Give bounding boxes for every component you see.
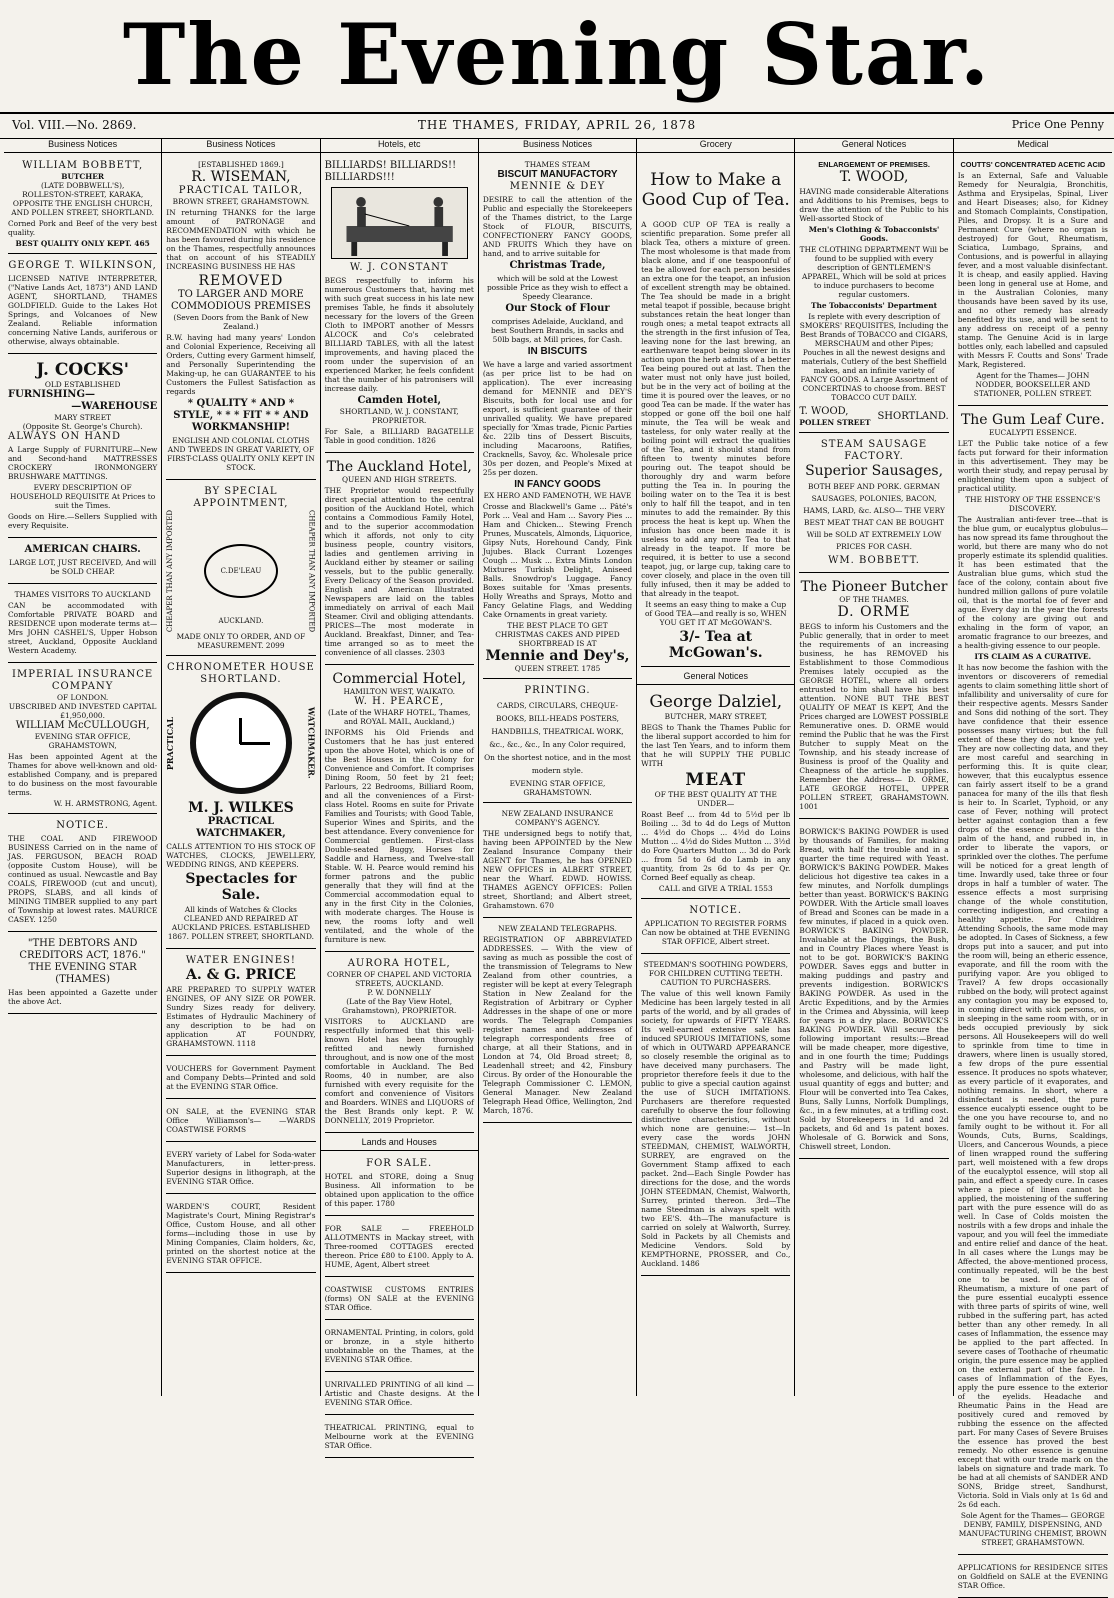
columns (4, 138, 1112, 1590)
column-3 (321, 138, 479, 1450)
ad-text: The Tobacconists' Department (811, 301, 938, 310)
ad-text: THE BEST PLACE TO GET CHRISTMAS CAKES AND PIPED SHORTBREAD IS AT (495, 621, 620, 648)
ad-text: The Australian anti-fever tree—that is the blue gum, or eucalyptus globulus—has now spread its fame throughout the world, but there are many who do not properly estimate its splendid qualities. It has been estimated that the Australian blue gums, which stud the face of the colony, contain about five hundred million gallons of pure volatile oil, that is the mortal foe of fever and ague. Every day in the year the forests of the colony are giving out and exhaling in the form of vapor, an aromatic fragrance to our breezes, and a health-giving essence to our people. (957, 515, 1108, 650)
ad-text: Corned Pork and Beef of the very best quality. (8, 219, 158, 237)
ad-text: —WAREHOUSE (71, 401, 158, 412)
ad-text: BUTCHER, MARY STREET, (664, 712, 767, 721)
masthead-title: The Evening Star. (122, 5, 992, 104)
ad-auckland-hotel (325, 456, 474, 665)
ad-text: QUEEN AND HIGH STREETS. (341, 475, 457, 484)
ad-freehold (325, 1219, 474, 1277)
ad-title: Camden Hotel, (357, 395, 441, 406)
ad-text: Is an External, Safe and Valuable Remedy for Neuralgia, Bronchitis, Asthma and Erysipelas, Spinal, Liver and Heart Diseases; also, for Kidney and Stomach Complaints, Constipation, Piles, and Dropsy. It is a Sure and Permanent Cure (where no organ is destroyed) for Gout, Rheumatism, Sciatica, Lumbago, Sprains, and Contusions, and is powerful in allaying fever, and a most valuable disinfectant. It is cheap, and easily applied. Having been long in general use at Home, and in the Australian Colonies, many thousands have been saved by its use, and no other remedy has already benefited by its use, and will be sent to any address on receipt of a penny stamp. The Genuine Acid is in large bottles only, each labelled and capsuled with Messrs F. Coutts and Sons' Trade Mark, Registered. (957, 171, 1108, 369)
ad-text: EUCALYPTI ESSENCE. (988, 428, 1077, 437)
wood-sign-left (799, 406, 870, 427)
ad-title: The Auckland Hotel, (326, 459, 472, 475)
ad-text: VISITORS to AUCKLAND are respectfully informed that this well-known Hotel has been thoroughly refitted and newly furnished throughout, and is now one of the most comfortable in Auckland. The Bed Rooms, 40 in number, are also furnished with every requisite for the comfort and convenience of Visitors and Boarders. WINES and LIQUORS of the Best Brands only kept. P. W. DONNELLY, 2019 Proprietor. (324, 1017, 474, 1125)
maker-seal-icon (204, 544, 278, 626)
ad-text: THE HISTORY OF THE ESSENCE'S DISCOVERY. (965, 495, 1101, 513)
ad-nz-insurance (483, 806, 632, 918)
ad-text: ARE PREPARED TO SUPPLY WATER ENGINES, OF ANY SIZE OR POWER. Sundry Sizes ready for delivery. Estimates of Hydraulic Machinery of any description to be had on application AT FOUNDRY, GRAHAMSTOWN. 1118 (166, 985, 316, 1049)
ad-text: Agent for the Thames— JOHN NODDER, BOOKSELLER AND STATIONER, POLLEN STREET. (973, 371, 1092, 398)
ad-bobbett (8, 157, 157, 254)
ad-text: IN FANCY GOODS (514, 479, 601, 490)
ad-text: CAN be accommodated with Comfortable PRIVATE BOARD and RESIDENCE upon moderate terms at— Mrs JOHN CASHEL'S, Upper Hobson street, Auckland, Opposite Auckland Western Academy. (8, 601, 158, 655)
ad-title: NEW ZEALAND TELEGRAPHS. (498, 924, 617, 933)
ad-text: APPLICATIONS for RESIDENCE SITES on Goldfield on SALE at the EVENING STAR Office. (957, 1563, 1108, 1590)
ad-text: SHORTLAND, W. J. CONSTANT, PROPRIETOR. (339, 407, 459, 425)
ad-text: PRACTICAL (165, 716, 176, 770)
ad-text: W. H. ARMSTRONG, Agent. (53, 799, 158, 808)
ad-text: THE COAL AND FIREWOOD BUSINESS Carried on in the name of JAS. FERGUSON, BEACH ROAD (opposite Custom House), will be continued as usual. Newcastle and Bay COALS, FIREWOOD (cut and uncut), PROPS, SLABS, and all kinds of MINING TIMBER supplied to any part of Township at lowest rates. MAURICE CASEY. 1250 (8, 834, 158, 924)
ad-text: BEST QUALITY ONLY KEPT. 465 (15, 239, 150, 248)
ad-text: INFORMS his Old Friends and Customers that he has just entered upon the above Hotel, which is one of the Best Houses in the Colony for Convenience and Comfort. It comprises Dining Room, 50 feet by 21 feet; Parlours, 22 Bedrooms, Billiard Room, and all the conveniences of a First-class Hotel. Rooms en suite for Private Families and Tourists; with Good Table, Superior Wines and Spirits, and the best attendance. Every convenience for Commercial gentlemen. First-class Double-seated Buggy, Horses for Saddle and Harness, and Twelve-stall Stable. W. H. Pearce would remind his former patrons and the public generally that they will find at the Commercial accommodation equal to any in the first City in the Colonies, with moderate charges. The House is new, the rooms lofty and well ventilated, and the whole of the furniture is new. (324, 728, 474, 944)
ad-text: DESIRE to call the attention of the Public and especially the Storekeepers of the Thames district, to the Large Stock of FLOUR, BISCUITS, CONFECTIONERY FANCY GOODS, AND FRUITS Which they have on hand, and to arrive suitable for (482, 195, 633, 258)
ad-title: AURORA HOTEL, (347, 958, 451, 969)
ad-text: (Late of the Bay View Hotel, Grahamstown), PROPRIETOR. (342, 997, 457, 1015)
column-heading: Business Notices (162, 138, 319, 153)
ad-text: IN returning THANKS for the large amount of PATRONAGE and RECOMMENDATION with which he has been favoured during his residence on the Thames, respectfully announces that on account of his STEADILY INCREASING BUSINESS HE HAS (166, 208, 316, 271)
ad-text: For Sale, a BILLIARD BAGATELLE Table in good condition. 1826 (324, 427, 474, 445)
column-heading: Business Notices (479, 138, 636, 153)
ad-title: Commercial Hotel, (332, 671, 467, 687)
clock-icon (190, 692, 292, 794)
ad-title: J. COCKS' (36, 360, 129, 380)
column-1 (4, 138, 162, 1396)
ad-coutts (958, 157, 1108, 406)
ad-text: ITS CLAIM AS A CURATIVE. (974, 652, 1092, 661)
ad-subtitle: PRACTICAL TAILOR, (178, 185, 304, 196)
ad-text: HAVING made considerable Alterations and Additions to his Premises, begs to draw the attention of the Public to his Well-assorted Stock of (799, 187, 949, 223)
volume-number: Vol. VIII.—No. 2869. (12, 118, 137, 132)
ad-borwick (799, 822, 948, 1159)
ad-text: REGISTRATION OF ABBREVIATED ADDRESSES. — With the view of saving as much as possible the cost of the transmission of Telegrams to New Zealand from other countries, a register will be kept at every Telegraph Station in New Zealand for the Registration of Arbitrary or Cypher Addresses in the shape of one or more words. The Telegraph Companies register names and addresses of telegraph correspondents free of charge, at all their Stations, and in London at 74, Old Broad street; 8, Leadenhall street; and 42, Finsbury Circus. By order of the Honourable the Telegraph Commissioner C. LEMON, General Manager. New Zealand Telegraph Head Office, Wellington, 2nd March, 1876. (482, 935, 633, 1115)
seal-text: C.DE'LEAU AUCKLAND. (218, 567, 264, 626)
ad-text: WILLIAM McCULLOUGH, (15, 720, 150, 731)
masthead (0, 0, 1114, 110)
ad-text: CHEAPER THAN ANY IMPORTED (166, 510, 175, 633)
ad-text: Roast Beef ... from 4d to 5½d per lb Boiling ... 3d to 4d do Legs of Mutton ... 4½d do Chops ... 4½d do Loins Mutton ... 4½d do Sides Mutton ... 3½d do Fore Quarters Mutton ... 3d do Pork ... from 5d to 6d do Lamb in any quantity, from 2s 6d to 4s per Qr. Corned Beef equally as cheap. (641, 810, 791, 882)
ad-text: * QUALITY * AND * STYLE, * * * FIT * * AND WORKMANSHIP! (173, 398, 309, 433)
ad-title: WATER ENGINES! (185, 955, 296, 967)
ad-text: OF THE BEST QUALITY AT THE UNDER— (654, 790, 777, 808)
ad-text: CALL and GIVE A TRIAL 1553 (658, 884, 773, 893)
ad-text: BROWN STREET, GRAHAMSTOWN. (172, 197, 310, 206)
ad-title: FOR SALE. (366, 1158, 433, 1169)
ad-text: CORNER OF CHAPEL AND VICTORIA STREETS, AUCKLAND. (326, 970, 472, 988)
ad-title: BILLIARDS! BILLIARDS!! BILLIARDS!!! (324, 160, 457, 183)
ad-ornamental (325, 1323, 474, 1372)
ad-text: BEGS to inform his Customers and the Public generally, that in order to meet the requirements of an increasing business, he has REMOVED his Establishment to those Commodious Premises lately occupied as the GEORGE HOTEL, where all orders entrusted to him shall have his best attention. NONE BUT THE BEST QUALITY OF MEAT IS KEPT, And the Prices charged are LOWEST POSSIBLE Remunerative ones. D. ORME would remind the Public that he was the First Butcher to supply Meat on the Township, and his steady increase of Business is proof of the Quality and Cheapness of the article he supplies. Remember the Address— D. ORME, LATE GEORGE HOTEL, UPPER POLLEN STREET, GRAHAMSTOWN. 1001 (799, 622, 949, 811)
ad-text: Has been appointed a Gazette under the above Act. (8, 988, 158, 1006)
ad-title: R. WISEMAN, (191, 169, 291, 185)
ad-text: We have a large and varied assortment (as per price list to be had on application). The ever increasing demand for MENNIE and DEY'S Biscuits, both for local use and for export, is sufficient guarantee of their unrivalled quality. We have prepared specially for 'Xmas trade, Picnic Parties &c. 22lb tins of Dessert Biscuits, including Macaroons, Ratifies, Cracknells, Savoy, &c. Wholesale price 30s per dozen, and People's Mixed at 25s per dozen. (482, 360, 633, 477)
ad-aurora-hotel (325, 955, 474, 1133)
column-5 (637, 138, 795, 1396)
ad-price (166, 952, 315, 1056)
ad-text: LET the Public take notice of a few facts put forward for their information in this advertisement. They may be worth their study, and repay perusal by enlightening them upon a subject of practical utility. (957, 439, 1108, 493)
ad-text: QUEEN STREET. 1785 (514, 664, 601, 673)
ad-title: T. WOOD, (839, 169, 909, 185)
ad-title: CHRONOMETER HOUSE SHORTLAND. (167, 662, 315, 686)
ad-text: SHORTLAND. (877, 410, 949, 422)
section-heading: General Notices (637, 670, 794, 685)
column-2 (162, 138, 320, 1396)
ad-text: Crosse and Blackwell's Game ... Pâté's Pork ... Veal and Ham ... Savory Pies ... Ham and Chicken... Stewing French Prunes, Muscatels, Almonds, Liquorice, Gipsy Nuts, Horehound Candy, Fink Jujubes. Black Currant Lozenges Cough ... Musk ... Extra Mints London Mixtures Turkish Delight, Aniseed Balls. Snowdrop's Luggage. Fancy Boxes suitable for 'Xmas presents. Holly Wreaths and Sprays, Motto and Fancy Gelatine Flags, and Wedding Cake Ornaments in great variety. (482, 502, 633, 619)
ad-imperial (8, 666, 157, 814)
ad-text: WM. BOBBETT. (828, 555, 920, 566)
ad-text: Our Stock of Flour (505, 303, 610, 314)
column-4 (479, 138, 637, 1396)
ad-chronometer (166, 659, 315, 949)
ad-title: IMPERIAL INSURANCE COMPANY (12, 669, 154, 692)
ad-text: ENGLISH AND COLONIAL CLOTHS AND TWEEDS IN GREAT VARIETY, OF FIRST-CLASS QUALITY ONLY KEPT IN STOCK. (167, 436, 315, 472)
ad-text: Goods on Hire.—Sellers Supplied with every Requisite. (8, 512, 158, 530)
wood-sign (799, 406, 948, 427)
ad-title: COUTTS' CONCENTRATED ACETIC ACID (960, 160, 1106, 169)
ad-text: Is replete with every description of SMOKERS' REQUISITES, Including the Best Brands of TOBACCO and CIGARS, MERSCHAUM and other Pipes; Pouches in all the newest designs and materials, Cutlery of the best Sheffield makes, and an infinite variety of FANCY GOODS. A Large Assortment of CONCERTINAS to choose from. BEST TOBACCO CUT DAILY. (799, 312, 949, 402)
ad-text: BEGS to Thank the Thames Public for the liberal support accorded to him for the last Ten Years, and to inform them that he will SUPPLY THE PUBLIC WITH (641, 723, 791, 768)
ad-theatrical (325, 1418, 474, 1458)
ad-telegraphs (483, 921, 632, 1123)
column-6 (795, 138, 953, 1396)
ad-title: The Gum Leaf Cure. (960, 412, 1105, 428)
ad-text: THE undersigned begs to notify that, having been APPOINTED by the New Zealand Insurance Company their AGENT for Thames, he has OPENED NEW OFFICES in ALBERT STREET, near the Wharf. EDWD. HOWISS. THAMES AGENCY OFFICES: Pollen street, Shortland; and Albert street, Grahamstown. 670 (482, 829, 633, 910)
ad-text: BOTH BEEF AND PORK. GERMAN SAUSAGES, POLONIES, BACON, HAMS, LARD, &c. ALSO— THE VERY BEST MEAT THAT CAN BE BOUGHT Will be SOLD AT EXTREMELY LOW PRICES FOR CASH. (803, 482, 945, 551)
ad-tea (641, 157, 790, 667)
ad-text: A Large Supply of FURNITURE—New and Second-hand MATTRESSES CROCKERY IRONMONGERY BRUSHWARE MATTINGS. (8, 445, 158, 481)
ad-forsale (325, 1155, 474, 1216)
ad-text: All kinds of Watches & Clocks CLEANED AND REPAIRED AT AUCKLAND PRICES. ESTABLISHED 1867. POLLEN STREET, SHORTLAND. (167, 905, 314, 942)
ad-billiards (325, 157, 474, 453)
ad-text: Men's Clothing & Tobacconists' Goods. (808, 225, 940, 243)
ad-title: AMERICAN CHAIRS. (24, 544, 141, 555)
ad-text: ORNAMENTAL Printing, in colors, gold or bronze, in a style hitherto unobtainable on the Thames, at the EVENING STAR Office. (324, 1328, 474, 1364)
ad-steedman (641, 957, 790, 1276)
ad-title: W. J. CONSTANT (349, 262, 449, 273)
ad-text: It has now become the fashion with the inventors or discoverers of remedial agents to claim something little short of infallibility and universality of cure for their respective agents. Messrs Sander and Sons did nothing of the sort. They have confidence that their essence possesses many virtues; but the full extent of these they do not know yet. They are now collecting data, and they are most careful and searching in performing this. It is quite clear, however, that this eucalyptus essence can fairly assert itself to be a grand panacea for many of the ills that flesh is heir to. In Scarlet, Typhoid, or any case of Fever, nothing will protect better against contagion than a few drops of the essence poured in the palm of the hand, and rubbed in, in order to liberate the vapors, or sprinkled over the clothes. The perfume will be noticed for a great length of time. Inwardly used, take three or four drops in half a tumbler of water. The essence effects a most surprising change of the whole constitution, correcting indigestion, and creating a healthy appetite. For Children Attending Schools, the same mode may be adopted. In Cases of Sickness, a few drops put into a saucer, and put into the room will, being an etheric essence, evaporate, and fill the room with the purifying vapor. Are you obliged to Travel? A few drops occasionally rubbed on the body, will protect against any contagion you may be exposed to, in coming direct with sick persons, or in sleeping in the same room with, or in beds occupied previously by sick persons. All Housekeepers will do well to sprinkle from time to time in drawers, where linen is usually stored, a few drops of the pure essential essence. It produces no spots whatever, as every particle of it evaporates, and nothing remains. In short, where a disinfectant is needed, the pure essence eucalypti essence ought to be the one you have recourse to, and no family ought to be without it. For all Wounds, Cuts, Burns, Scaldings, Ulcers, and Cancerous Wounds, a piece of linen wrapped round the suffering part, well moistened with a few drops of the eucalyptol essence, will stop all pain, and effect a speedy cure. In cases where a piece of linen cannot be applied, the moistening of the suffering part with the pure essence will do as well. In Case of Colds moisten the nostrils with a few drops and inhale the vapour, and you will feel the immediate and entire relief and dance of the heat. In all cases where the Lungs may be Affected, the above-mentioned process, continually repeated, will be the best one to be used. In cases of Rheumatism, a mixture of one part of the pure essential eucalypti essence with three parts of spirits of wine, well rubbed in the suffering part, has acted better than any other remedy. In all cases of Inflammation, the essence may be applied to the part affected. In severe cases of Toothache of rheumatic origin, the pure essence may be applied on the external part of the face. In cases of Inflammation of the Eyes, apply the pure essence to the exterior of the eyelids. Headache and Rheumatic Pains in the Head are positively cured and removed by rubbing the essence on the affected part. For many Cases of Severe Bruises the essence has proved the best remedy. No other essence is genuine except that with our trade mark on the labels on signature and trade mark. To be had at all chemists of SANDER AND SONS, Bridge street, Sandhurst, Victoria. Sold in Vials only at 1s 6d and 2s 6d each. (957, 663, 1108, 1509)
ad-printing (483, 682, 632, 803)
ad-title: NOTICE. (56, 820, 109, 831)
ad-orme (799, 576, 948, 819)
ad-text: FURNISHING— (8, 389, 95, 400)
ad-subtitle: BUTCHER (61, 172, 105, 181)
ad-text: THE EVENING STAR (THAMES) (28, 962, 137, 985)
ad-text: Sole Agent for the Thames— GEORGE DENBY, FAMILY, DISPENSING, AND MANUFACTURING CHEMIST, BROWN STREET, GRAHAMSTOWN. (958, 1511, 1107, 1547)
ad-text: THE Proprietor would respectfully direct special attention to the central position of the Auckland Hotel, which contains a Commodious Family Hotel, and to the superior accommodation which it affords, not only to city business people, country visitors, ladies and gentlemen arriving in Auckland either by steamer or sailing vessels, but to the public generally. Every Delicacy of the Season provided. English and American Illustrated Newspapers are laid on the tables immediately on arrival of each Mail Steamer. Civil and obliging attendants. PRICES—The most moderate in Auckland. Breakfast, Dinner, and Tea-time arranged so as to meet the convenience of all classes. 2303 (324, 486, 474, 657)
ad-text: R.W. having had many years' London and Colonial Experience, Receiving all Orders, Cutting every Garment himself, and Personally Superintending the Making-up, he can GUARANTEE to his Customers the Fullest Satisfaction as regards (166, 333, 316, 396)
clock-row (166, 686, 315, 800)
ad-title: MENNIE & DEY (509, 181, 606, 192)
column-heading: Grocery (637, 138, 794, 153)
ad-text: REMOVED (198, 273, 284, 289)
ad-text: ON SALE, at the EVENING STAR Office Williamson's— —WARDS COASTWISE FORMS (166, 1107, 316, 1135)
ad-visitors (8, 587, 157, 663)
ad-title: MEAT (685, 770, 747, 790)
ad-text: BEGS respectfully to inform his numerous Customers that, having met with such great success in his late new premises Table, he finds it absolutely necessary for the lovers of the Green Cloth to IMPORT another of Messrs ALCOCK and Co's celebrated BILLIARD TABLES, with all the latest improvements, and having placed the room under the supervision of an experienced Marker, he feels confident that the number of his patronisers will increase daily. (324, 276, 474, 393)
column-7 (954, 138, 1112, 1590)
ad-text: OF THE THAMES. (839, 595, 909, 604)
ad-text: LARGE LOT, JUST RECEIVED, And will be SOLD CHEAP. (9, 558, 157, 576)
section-heading: Lands and Houses (321, 1136, 478, 1151)
ad-text: It seems an easy thing to make a Cup of Good TEA—and really is so, WHEN YOU GET IT AT McGOWAN'S. (644, 600, 787, 627)
ad-wilkinson (8, 257, 157, 354)
ad-title: ENLARGEMENT OF PREMISES. (818, 160, 930, 169)
ad-text: HAMILTON WEST, WAIKATO. (343, 687, 455, 696)
ad-chairs (8, 541, 157, 584)
ad-gum-leaf (958, 409, 1108, 1555)
ad-title: NEW ZEALAND INSURANCE COMPANY'S AGENCY. (501, 809, 614, 827)
ad-text: W. H. PEARCE, (354, 696, 445, 707)
ad-sale (166, 1102, 315, 1142)
ad-title: George Dalziel, (649, 692, 783, 712)
ad-dalziel (641, 689, 790, 899)
ad-title: STEAM SAUSAGE FACTORY. (820, 439, 928, 462)
seal-row (166, 510, 315, 632)
ad-title: WILLIAM BOBBETT, (22, 160, 144, 171)
ad-title: Superior Sausages, (805, 463, 944, 479)
ad-text: UNRIVALLED PRINTING of all kind —Artistic and Chaste designs. At the EVENING STAR Office. (324, 1380, 474, 1407)
ad-title: Mennie and Dey's, (485, 648, 630, 664)
ad-text: Has been appointed Agent at the Thames for above well-known and old-established Company, and is prepared to do business on the most favourable terms. (8, 752, 158, 797)
column-heading: General Notices (795, 138, 952, 153)
ad-title: The Pioneer Butcher (800, 579, 948, 595)
ad-text: (Seven Doors from the Bank of New Zealand.) (173, 313, 309, 331)
ad-text: EVERY variety of Label for Soda-water Manufacturers, in letter-press. Superior designs in lithograph, at the EVENING STAR Office. (166, 1150, 316, 1187)
ad-text: OF LONDON. (56, 693, 109, 702)
ad-text: BORWICK'S BAKING POWDER is used by thousands of Families, for making Bread, with half the trouble and in a quarter the time required with Yeast. BORWICK'S BAKING POWDER. Makes delicious hot digestive tea cakes in a few minutes, and Norfolk dumplings better than yeast. BORWICK'S BAKING POWDER. With the Article small loaves of Bread and Scones can be made in a few minutes, if placed in a quick oven. BORWICK'S BAKING POWDER. Invaluable at the Diggings, the Bush, and in Country Places where Yeast is not to be got. BORWICK'S BAKING POWDER. Saves eggs and butter in making puddings and pastry and prevents indigestion. BORWICK'S BAKING POWDER. As used in the Arctic Expeditions, and by the Armies in the Crimea and Abyssinia, will keep for years in a dry place. BORWICK'S BAKING POWDER. Will secure the following important results:—Bread will be made cheaper, more digestive, and in one fourth the time; Puddings and Pastry will be made light, wholesome, and delicious, with half the usual quantity of eggs and butter; and Flour will be converted into Tea Cakes, Buns, Sally Lunns, Norfolk Dumplings, &c., in a few minutes, at a trifling cost. Sold by Storekeepers in 1d and 2d packets, and 6d and 1s patent boxes. Wholesale of G. Borwick and Sons, Chiswell street, London. (799, 827, 949, 1151)
ad-wiseman (166, 157, 315, 480)
ad-text: CALLS ATTENTION TO HIS STOCK OF WATCHES, CLOCKS, JEWELLERY, WEDDING RINGS, AND KEEPERS. (166, 842, 316, 870)
ad-text: LICENSED NATIVE INTERPRETER, ("Native Lands Act, 1873") AND LAND AGENT, SHORTLAND, THAMES GOLDFIELD. Guide to the Lakes Hot Springs, and Volcanoes of New Zealand. Reliable information concerning Native Lands, auriferous or otherwise, always obtainable. (8, 274, 158, 346)
ad-title: How to Make a Good Cup of Tea. (641, 170, 790, 210)
ad-title: NOTICE. (689, 905, 743, 916)
ad-wardens (166, 1197, 315, 1273)
price: Price One Penny (1011, 118, 1104, 131)
ad-title: A. & G. PRICE (185, 967, 296, 984)
ad-unrivalled (325, 1375, 474, 1415)
ad-title: M. J. WILKES (188, 800, 294, 817)
ad-text: EVERY DESCRIPTION OF HOUSEHOLD REQUISITE At Prices to suit the Times. (10, 483, 156, 510)
ad-text: TO LARGER AND MORE COMMODIOUS PREMISES (170, 289, 311, 312)
ad-text: HOTEL and STORE, doing a Snug Business. All information to be obtained upon application to the office of this paper. 1780 (324, 1172, 474, 1208)
dateline (0, 112, 1114, 139)
ad-text: [ESTABLISHED 1869.] (198, 160, 284, 169)
ad-text: ALWAYS ON HAND (8, 431, 122, 442)
ad-mennie-dey (483, 157, 632, 679)
column-heading: Business Notices (4, 138, 161, 153)
ad-text: (LATE DOBBWELL'S), (40, 181, 125, 190)
ad-text: FOR SALE — FREEHOLD ALLOTMENTS in Mackay street, with Three-roomed COTTAGES erected thereon. Price £80 to £100. Apply to A. HUME, Agent, Albert street (324, 1224, 474, 1269)
ad-text: The value of this well known Family Medicine has been largely tested in all parts of the world, and by all grades of society, for upwards of FIFTY YEARS. Its well-earned extensive sale has induced SPURIOUS IMITATIONS, some of which in OUTWARD APPEARANCE so closely resemble the original as to have deceived many purchasers. The proprietor therefore feels it due to the public to give a special caution against the use of SUCH IMITATIONS. Purchasers are therefore requested carefully to observe the four following distinctive characteristics, without which none are genuine:— 1st—In every case the words JOHN STEEDMAN, CHEMIST, WALWORTH, SURREY, are engraved on the Government Stamp affixed to each packet. 2nd—Each Single Powder has directions for the dose, and the words JOHN STEEDMAN, Chemist, Walworth, Surrey, printed thereon. 3rd—The name Steedman is always spelt with two EE'S. 4th—The manufacture is carried on solely at Walworth, Surrey. Sold in Packets by all Chemists and Medicine Vendors. Sold by KEMPTHORNE, PROSSER, and Co., Auckland. 1486 (641, 989, 791, 1268)
ad-text: CAUTION TO PURCHASERS. (660, 978, 772, 987)
ad-title: 3/- Tea at McGowan's. (668, 629, 763, 661)
ad-text: THAMES STEAM (524, 160, 591, 169)
ad-title: STEEDMAN'S SOOTHING POWDERS, FOR CHILDREN CUTTING TEETH. (643, 960, 788, 978)
ad-text: IN BISCUITS (527, 346, 588, 357)
ad-title: THAMES VISITORS TO AUCKLAND (14, 590, 151, 599)
ad-text: POLLEN STREET (799, 418, 871, 427)
ad-labels (166, 1145, 315, 1194)
ad-text: OLD ESTABLISHED (44, 380, 121, 389)
ad-sausage (799, 436, 948, 573)
billiards-illustration-icon (331, 187, 468, 259)
ad-title: BISCUIT MANUFACTORY (497, 169, 618, 180)
ad-text: A GOOD CUP OF TEA is really a scientific preparation. Some prefer all black Tea, others a mixture of green. The most wholesome is that made from black alone, and if one teaspoonful of tea be allowed for each person besides an extra one for the teapot, an infusion of excellent strength may be obtained. The Tea should be made in a bright metal teapot if possible, because bright substances retain the heat longer than rough ones; a metal teapot extracts all the strength in the first infusion of Tea, leaving none for the last brewing, an earthenware teapot being slower in its action upon the herb admits of a better Tea being poured out at last. Then the water must not only have just boiled, but be in the very act of boiling at the time it is poured over the leaves, or no good Tea can be made. If the water has stopped or gone off the boil one half minute, the Tea will be weak and tasteless, for only water really at the boiling point will extract the qualities of the Tea, and it should stand from fifteen to twenty minutes before pouring out. The teapot should be thoroughly dry and warm before putting the Tea in. In pouring the boiling water on to the Tea it is best only to half fill the teapot, and in ten minutes to add the remainder. By this process the heat is kept up. When the infusion has once been made it is useless to add any more Tea to that already in the teapot. If more be required, it is better to use a second teapot, jug, or large cup, taking care to cover closely, and place in the oven till fully infused, then it may be added to that already in the teapot. (641, 220, 791, 598)
ad-text: VOUCHERS for Government Payment and Company Debts—Printed and sold at the EVENING STAR Office. (166, 1064, 316, 1092)
ad-text: T. WOOD, (799, 406, 849, 417)
ad-text: which will be sold at the Lowest possible Price as they wish to effect a Speedy Clearance. (486, 274, 629, 301)
ad-text: WATCHMAKER. (306, 707, 317, 779)
ad-text: MADE ONLY TO ORDER, AND OF MEASUREMENT. 2099 (176, 632, 306, 651)
ad-text: EVENING STAR OFFICE, GRAHAMSTOWN. (509, 779, 606, 797)
ad-subtitle: PRACTICAL WATCHMAKER, (196, 816, 286, 840)
ad-text: CARDS, CIRCULARS, CHEQUE-BOOKS, BILL-HEADS POSTERS, HANDBILLS, THEATRICAL WORK, &c., &c., &c., In any Color required, On the shortest notice, and in the most modern style. (484, 701, 631, 775)
date-place: THE THAMES, FRIDAY, APRIL 26, 1878 (417, 118, 697, 132)
column-heading: Medical (954, 138, 1112, 153)
ad-text: COASTWISE CUSTOMS ENTRIES (forms) ON SALE at the EVENING STAR Office. (324, 1285, 474, 1312)
ad-text: APPLICATION TO REGISTER FORMS Can now be obtained at THE EVENING STAR OFFICE, Albert street. (641, 919, 790, 946)
ad-special-appointment (166, 483, 315, 656)
ad-applications (958, 1558, 1108, 1598)
ad-notice (641, 902, 790, 954)
ad-title: Spectacles for Sale. (185, 871, 297, 904)
ad-text: P. W. DONNELLY (367, 988, 432, 997)
ad-text: UBSCRIBED AND INVESTED CAPITAL £1,950,000. (8, 702, 157, 720)
ad-vouchers (166, 1059, 315, 1099)
ad-notice (8, 817, 157, 932)
ad-text: comprises Adelaide, Auckland, and best Southern Brands, in sacks and 50lb bags, at Mill prices, for Cash. (491, 317, 624, 344)
ad-title: GEORGE T. WILKINSON, (8, 260, 157, 271)
ad-cocks (8, 357, 157, 538)
ad-text: EX HERO AND FAMENOTH, WE HAVE (483, 491, 632, 500)
ad-text: THE CLOTHING DEPARTMENT Will be found to be supplied with every description of GENTLEMEN'S APPAREL, Which will be sold at prices to induce purchasers to become regular customers. (799, 245, 949, 299)
ad-title: D. ORME (837, 604, 911, 620)
ad-title: PRINTING. (524, 685, 591, 696)
column-heading: Hotels, etc (321, 138, 478, 153)
ad-text: CHEAPER THAN ANY IMPORTED (307, 510, 316, 633)
ad-debtors (8, 935, 157, 1014)
ad-title: "THE DEBTORS AND CREDITORS ACT, 1876." (19, 938, 146, 961)
ad-text: ROLLESTON-STREET, KARAKA, OPPOSITE THE ENGLISH CHURCH, AND POLLEN STREET, SHORTLAND. (11, 190, 154, 217)
ad-wood (799, 157, 948, 433)
ad-text: THEATRICAL PRINTING, equal to Melbourne work at the EVENING STAR Office. (324, 1423, 474, 1450)
ad-text: (Late of the WHARF HOTEL, Thames, and ROYAL MAIL, Auckland,) (328, 708, 471, 726)
ad-text: (Opposite St. George's Church). (22, 422, 143, 431)
ad-text: WARDEN'S COURT, Resident Magistrate's Court, Mining Registrar's Office, Custom House, and all other forms—including those in use by Mining Companies, Claim holders, &c, printed on the shortest notice at the EVENING STAR OFFICE. (166, 1202, 316, 1266)
ad-text: EVENING STAR OFFICE, GRAHAMSTOWN, (34, 732, 131, 750)
ad-text: MARY STREET (54, 413, 112, 422)
ad-commercial-hotel (325, 668, 474, 952)
ad-text: Christmas Trade, (509, 260, 606, 271)
ad-title: BY SPECIAL APPOINTMENT, (193, 486, 289, 509)
ad-coastwise (325, 1280, 474, 1320)
